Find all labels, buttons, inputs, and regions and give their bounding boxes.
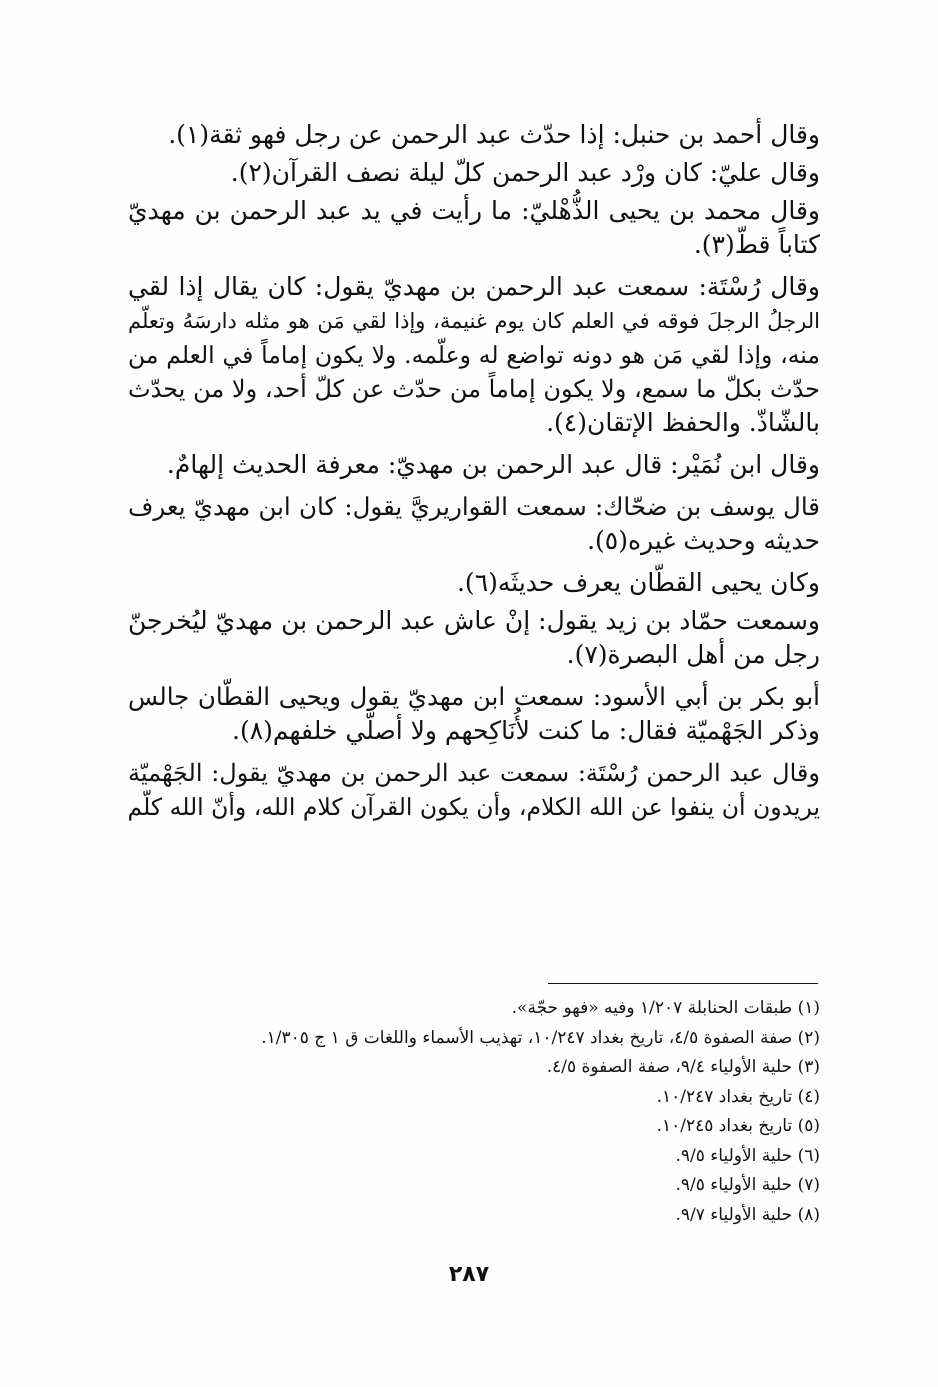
text-line: حدّث بكلّ ما سمع، ولا يكون إماماً من حدّث عن كلّ أحد، ولا من يحدّث [128,375,820,403]
footnote: (٢) صفة الصفوة ٤/٥، تاريخ بغداد ١٠/٢٤٧، تهذيب الأسماء واللغات ق ١ ج ١/٣٠٥. [261,1027,820,1048]
paragraph [128,566,820,600]
footnote: (١) طبقات الحنابلة ١/٢٠٧ وفيه «فهو حجّة». [511,998,820,1018]
text-line: وقال ابن نُمَيْر: قال عبد الرحمن بن مهديّ: معرفة الحديث إلهامٌ. [166,450,820,479]
text-line: أبو بكر بن أبي الأسود: سمعت ابن مهديّ يقول ويحيى القطّان جالس [128,682,820,711]
text-line: وسمعت حمّاد بن زيد يقول: إنْ عاش عبد الرحمن بن مهديّ ليُخرجنّ [128,606,820,635]
paragraph [128,118,820,152]
text-line: منه، وإذا لقي مَن هو دونه تواضع له وعلّمه. ولا يكون إماماً في العلم من [128,341,820,369]
text-line: وكان يحيى القطّان يعرف حديثَه(٦). [456,568,820,597]
footnote: (٣) حلية الأولياء ٩/٤، صفة الصفوة ٤/٥. [546,1057,820,1077]
text-line: كتاباً قطّ(٣). [693,230,820,259]
page-number: ٢٨٧ [448,1262,490,1287]
footnote: (٥) تاريخ بغداد ١٠/٢٤٥. [656,1116,820,1136]
footnotes [128,994,820,1230]
text-line: بالشّاذّ. والحفظ الإتقان(٤). [546,408,820,437]
footnote: (٨) حلية الأولياء ٩/٧. [675,1204,820,1225]
text-line: وقال عبد الرحمن رُسْتَة: سمعت عبد الرحمن بن مهديّ يقول: الجَهْميّة [128,759,820,787]
text-line: وقال أحمد بن حنبل: إذا حدّث عبد الرحمن عن رجل فهو ثقة(١). [168,120,820,149]
paragraph [128,156,820,190]
paragraph [128,490,820,558]
footnote-separator [548,983,818,984]
paragraph [128,756,820,824]
paragraph [128,680,820,748]
paragraph [128,270,820,440]
text-line: رجل من أهل البصرة(٧). [566,640,820,669]
text-line: وقال رُسْتَة: سمعت عبد الرحمن بن مهديّ يقول: كان يقال إذا لقي [128,272,820,301]
text-line: وذكر الجَهْميّة فقال: ما كنت لأُنَاكِحهم ولا أصلّي خلفهم(٨). [232,716,820,745]
footnote: (٤) تاريخ بغداد ١٠/٢٤٧. [656,1086,820,1107]
text-line: حديثه وحديث غيره(٥). [587,526,820,555]
footnote: (٧) حلية الأولياء ٩/٥. [675,1175,820,1195]
paragraph [128,194,820,262]
text-line: وقال محمد بن يحيى الذُّهْليّ: ما رأيت في يد عبد الرحمن بن مهديّ [128,196,820,225]
main-text [128,118,820,832]
footnote: (٦) حلية الأولياء ٩/٥. [675,1145,820,1166]
text-line: قال يوسف بن ضحّاك: سمعت القواريريَّ يقول: كان ابن مهديّ يعرف [128,492,820,521]
text-line: الرجلُ الرجلَ فوقه في العلم كان يوم غنيمة، وإذا لقي مَن هو مثله دارسَهُ وتعلّم [128,309,820,333]
text-line: يريدون أن ينفوا عن الله الكلام، وأن يكون القرآن كلام الله، وأنّ الله كلّم [127,793,820,821]
paragraph [128,604,820,672]
paragraph [128,448,820,482]
text-line: وقال عليّ: كان ورْد عبد الرحمن كلّ ليلة نصف القرآن(٢). [230,158,820,187]
